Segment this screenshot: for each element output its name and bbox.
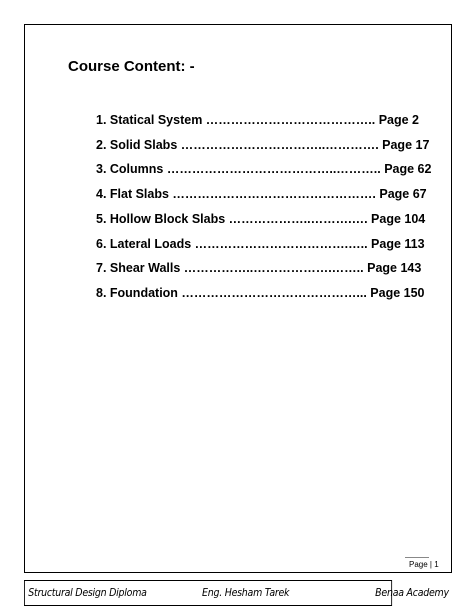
toc-item-columns: 3. Columns …………………………………..……….. Page 62: [96, 162, 432, 177]
page-number: Page | 1: [409, 560, 439, 569]
footer-author: Eng. Hesham Tarek: [202, 586, 290, 599]
footer-bar: [24, 580, 449, 606]
toc-item-foundation: 8. Foundation ……………………………………... Page 150: [96, 285, 425, 300]
table-of-contents: [96, 108, 431, 306]
footer-course-title: Structural Design Diploma: [28, 586, 147, 599]
page-number-rule: [405, 557, 429, 558]
footer-academy: Benaa Academy: [375, 586, 449, 599]
toc-item-shear-walls: 7. Shear Walls ……………..……………….…….. Page 143: [96, 261, 422, 276]
toc-item-solid-slabs: 2. Solid Slabs ……………………………..…………. Page 17: [96, 137, 430, 152]
toc-item-lateral-loads: 6. Lateral Loads ……………………………….….. Page 113: [96, 236, 425, 251]
page-heading: Course Content: -: [68, 58, 195, 75]
toc-item-statical-system: 1. Statical System ………………………………….. Page 2: [96, 113, 419, 127]
toc-item-hollow-block-slabs: 5. Hollow Block Slabs ………………..……….…. Page 104: [96, 211, 426, 226]
toc-item-flat-slabs: 4. Flat Slabs …………………………………………. Page 67: [96, 187, 427, 202]
